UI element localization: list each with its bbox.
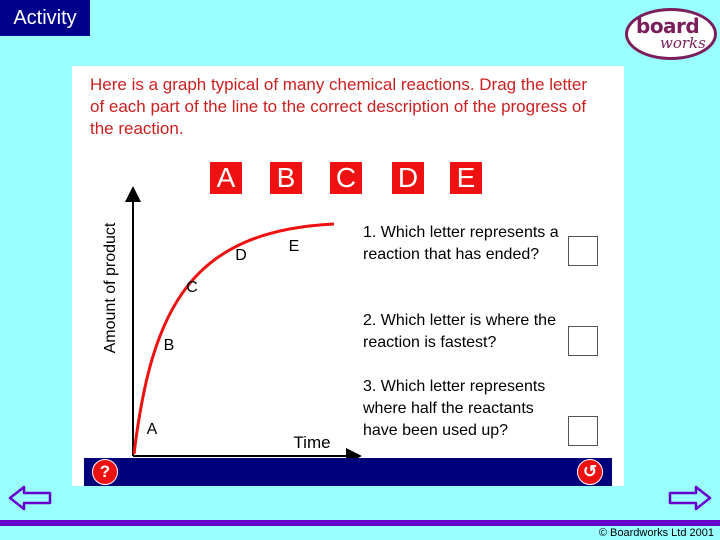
instructions-text: Here is a graph typical of many chemical reactions. Drag the letter of each part of the line to the correct description of the progress of the reaction. [90, 75, 588, 138]
answer-drop-box-3[interactable] [568, 416, 598, 446]
reset-button[interactable]: ↺ [577, 459, 603, 485]
point-label-a: A [146, 421, 158, 438]
answer-drop-box-2[interactable] [568, 326, 598, 356]
point-label-b: B [163, 337, 175, 354]
boardworks-logo [625, 8, 717, 60]
right-arrow-icon[interactable] [668, 484, 712, 512]
drag-tile-d[interactable]: D [392, 162, 424, 194]
activity-panel [72, 66, 624, 486]
activity-footer-bar [84, 458, 612, 486]
left-arrow-icon[interactable] [8, 484, 52, 512]
x-axis-label: Time [293, 433, 331, 452]
question-3: 3. Which letter represents where half the reactants have been used up? [363, 378, 546, 439]
point-label-c: C [186, 279, 198, 296]
drag-tile-e[interactable]: E [450, 162, 482, 194]
reaction-graph [72, 186, 372, 466]
point-label-d: D [235, 247, 247, 264]
copyright-text: © Boardworks Ltd 2001 [598, 527, 714, 539]
help-button[interactable]: ? [92, 459, 118, 485]
drag-tile-c[interactable]: C [330, 162, 362, 194]
logo-line2: works [660, 34, 706, 52]
drag-tile-b[interactable]: B [270, 162, 302, 194]
drag-tile-a[interactable]: A [210, 162, 242, 194]
point-label-e: E [288, 238, 300, 255]
y-axis-label: Amount of product [102, 222, 119, 354]
question-2: 2. Which letter is where the reaction is fastest? [363, 312, 556, 351]
activity-label: Activity [13, 6, 77, 29]
answer-drop-box-1[interactable] [568, 236, 598, 266]
bottom-rule [0, 520, 720, 526]
activity-tag [0, 0, 90, 36]
logo-line1: board [636, 14, 700, 38]
question-1: 1. Which letter represents a reaction that has ended? [363, 224, 559, 263]
